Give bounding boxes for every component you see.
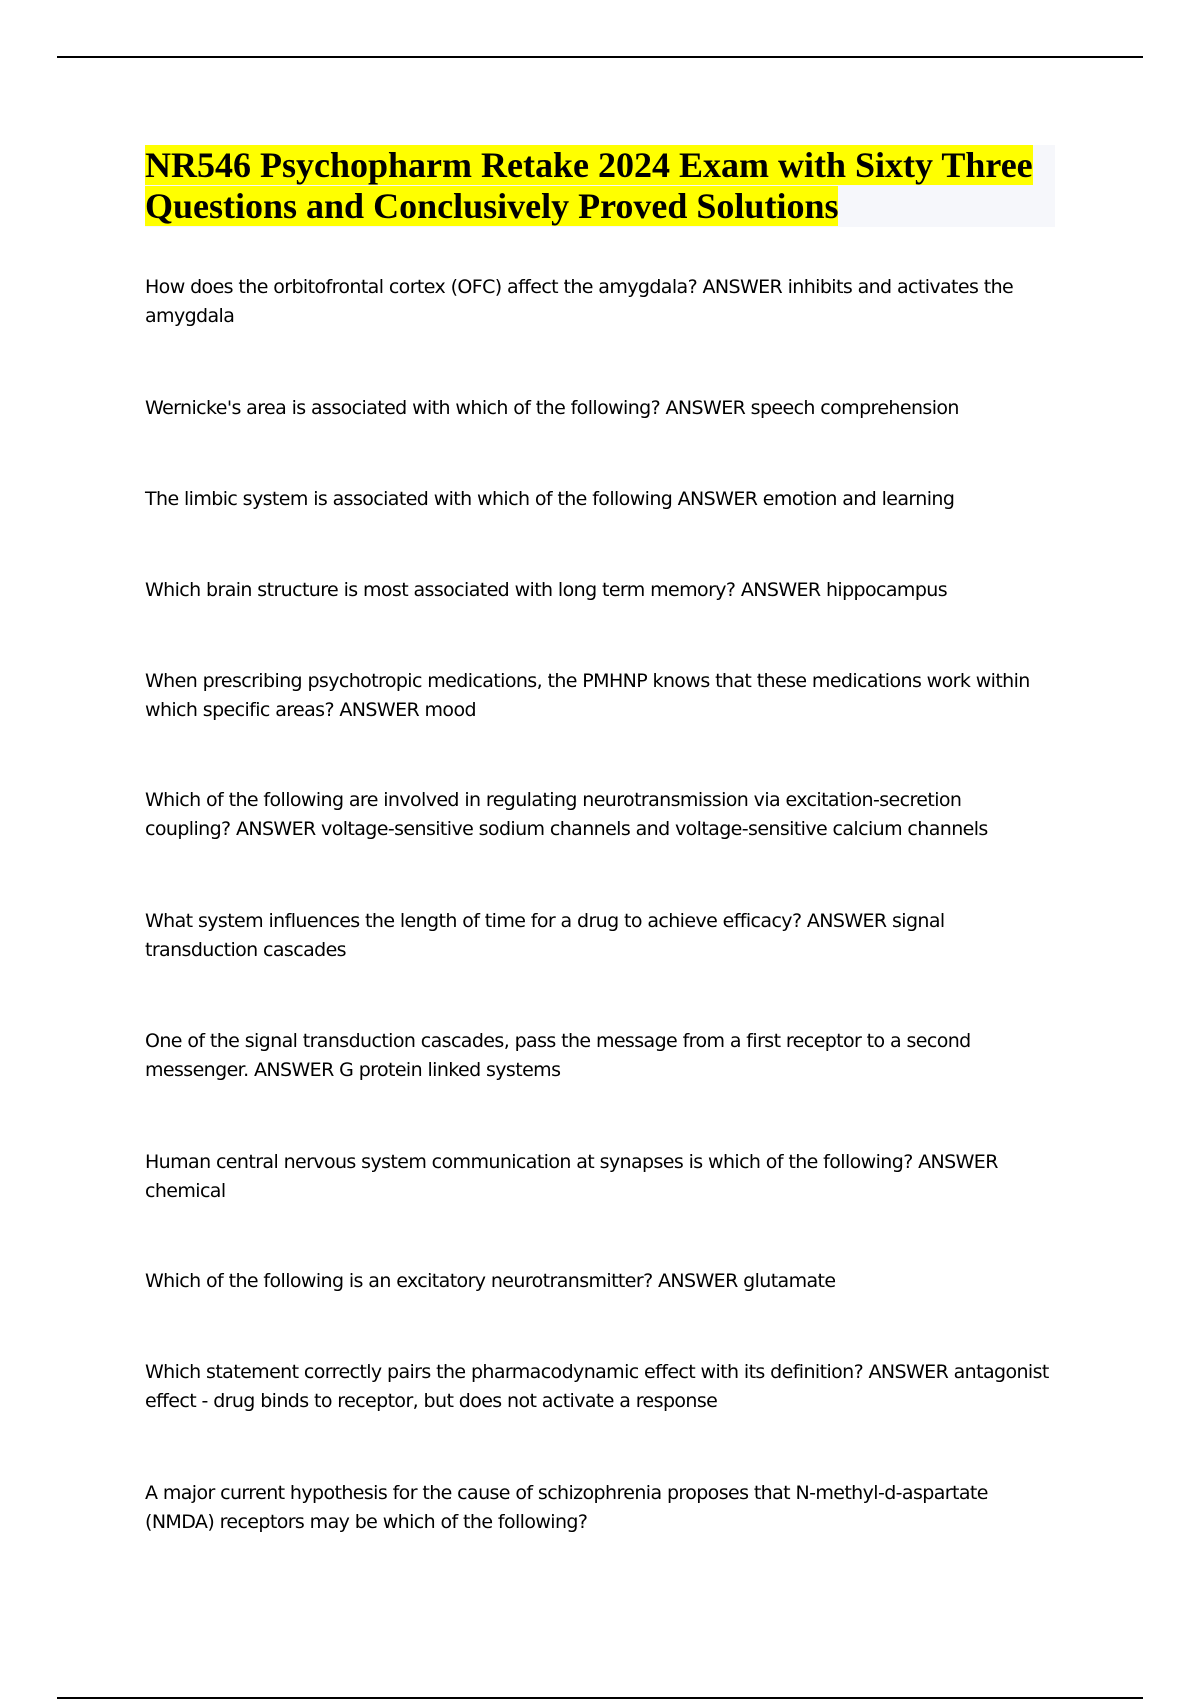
qa-item-1: How does the orbitofrontal cortex (OFC) affect the amygdala? ANSWER inhibits and activates the amygdala [145, 276, 1014, 327]
qa-item-11: Which statement correctly pairs the pharmacodynamic effect with its definition? ANSWER antagonist effect - drug binds to receptor, but does not activate a response [145, 1361, 1049, 1412]
title-highlight: NR546 Psychopharm Retake 2024 Exam with Sixty Three Questions and Conclusively Proved Solutions [145, 145, 1033, 226]
qa-item-6: Which of the following are involved in regulating neurotransmission via excitation-secretion coupling? ANSWER voltage-sensitive sodium channels and voltage-sensitive calcium channels [145, 789, 988, 840]
qa-item-9: Human central nervous system communication at synapses is which of the following? ANSWER chemical [145, 1151, 998, 1202]
title-block [145, 145, 1055, 227]
document-title [145, 145, 1055, 227]
qa-item-10: Which of the following is an excitatory neurotransmitter? ANSWER glutamate [145, 1270, 836, 1292]
qa-item-7: What system influences the length of time for a drug to achieve efficacy? ANSWER signal transduction cascades [145, 910, 945, 961]
qa-item-8: One of the signal transduction cascades, pass the message from a first receptor to a second messenger. ANSWER G protein linked systems [145, 1030, 971, 1081]
qa-item-12: A major current hypothesis for the cause of schizophrenia proposes that N-methyl-d-aspartate (NMDA) receptors may be which of the following? [145, 1482, 988, 1533]
qa-item-2: Wernicke's area is associated with which of the following? ANSWER speech comprehension [145, 397, 959, 419]
page-top-rule [57, 56, 1143, 58]
qa-item-5: When prescribing psychotropic medications, the PMHNP knows that these medications work within which specific areas? ANSWER mood [145, 670, 1030, 721]
page-bottom-rule [57, 1697, 1143, 1699]
qa-item-4: Which brain structure is most associated with long term memory? ANSWER hippocampus [145, 579, 948, 601]
qa-item-3: The limbic system is associated with which of the following ANSWER emotion and learning [145, 488, 955, 510]
